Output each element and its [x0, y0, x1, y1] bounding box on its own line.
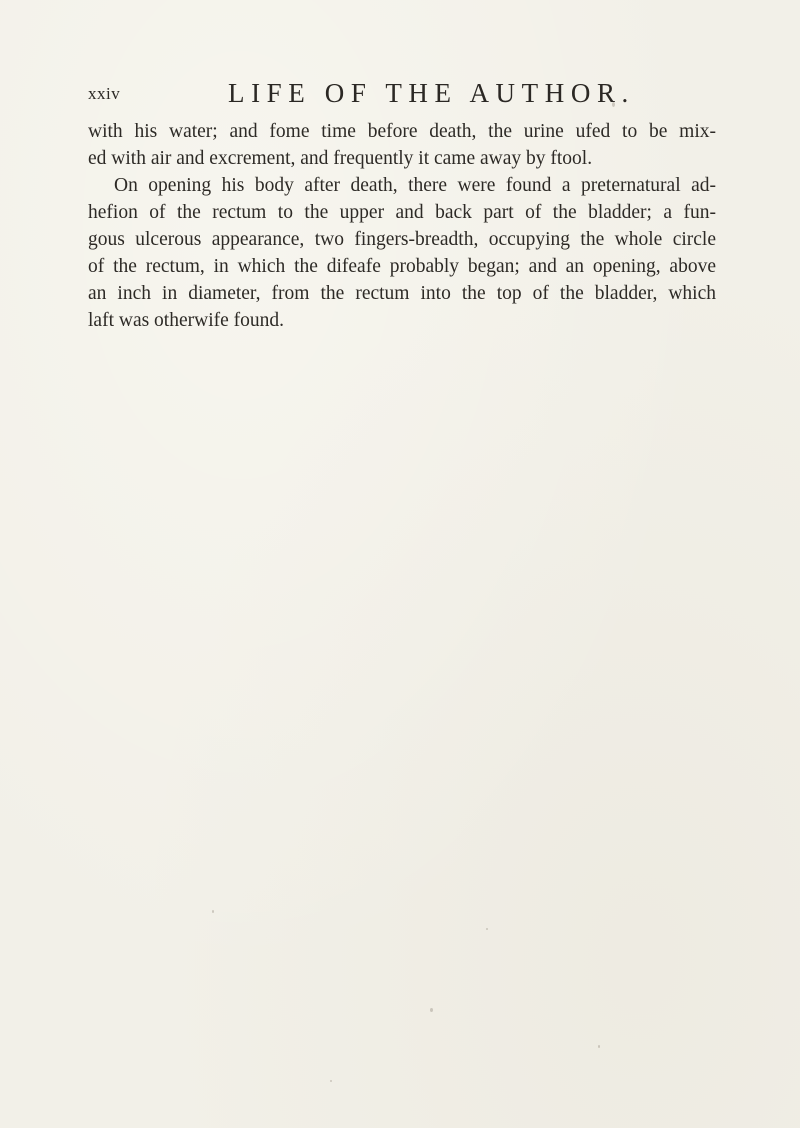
text-line-8: laft was otherwife found. [88, 310, 285, 331]
running-title: LIFE OF THE AUTHOR. [228, 78, 635, 108]
paper-speck [612, 102, 615, 107]
text-line-4: hefion of the rectum to the upper and back part of the bladder; a fun- [88, 202, 716, 223]
paper-speck [212, 910, 214, 913]
paper-speck [598, 1045, 600, 1048]
text-line-3: On opening his body after death, there were found a preternatural ad- [114, 175, 716, 196]
text-line-5: gous ulcerous appearance, two fingers-breadth, occupying the whole circle [88, 229, 716, 250]
text-line-6: of the rectum, in which the difeafe probably began; and an opening, above [88, 256, 716, 277]
text-line-7: an inch in diameter, from the rectum into the top of the bladder, which [88, 283, 716, 304]
running-head [88, 78, 718, 108]
text-line-1: with his water; and fome time before death, the urine ufed to be mix- [88, 121, 716, 142]
text-line-2: ed with air and excrement, and frequently it came away by ftool. [88, 148, 593, 169]
page-number: xxiv [88, 84, 121, 103]
paper-speck [430, 1008, 433, 1012]
body-text [88, 118, 716, 334]
paper-speck [330, 1080, 332, 1082]
paper-speck [486, 928, 488, 930]
